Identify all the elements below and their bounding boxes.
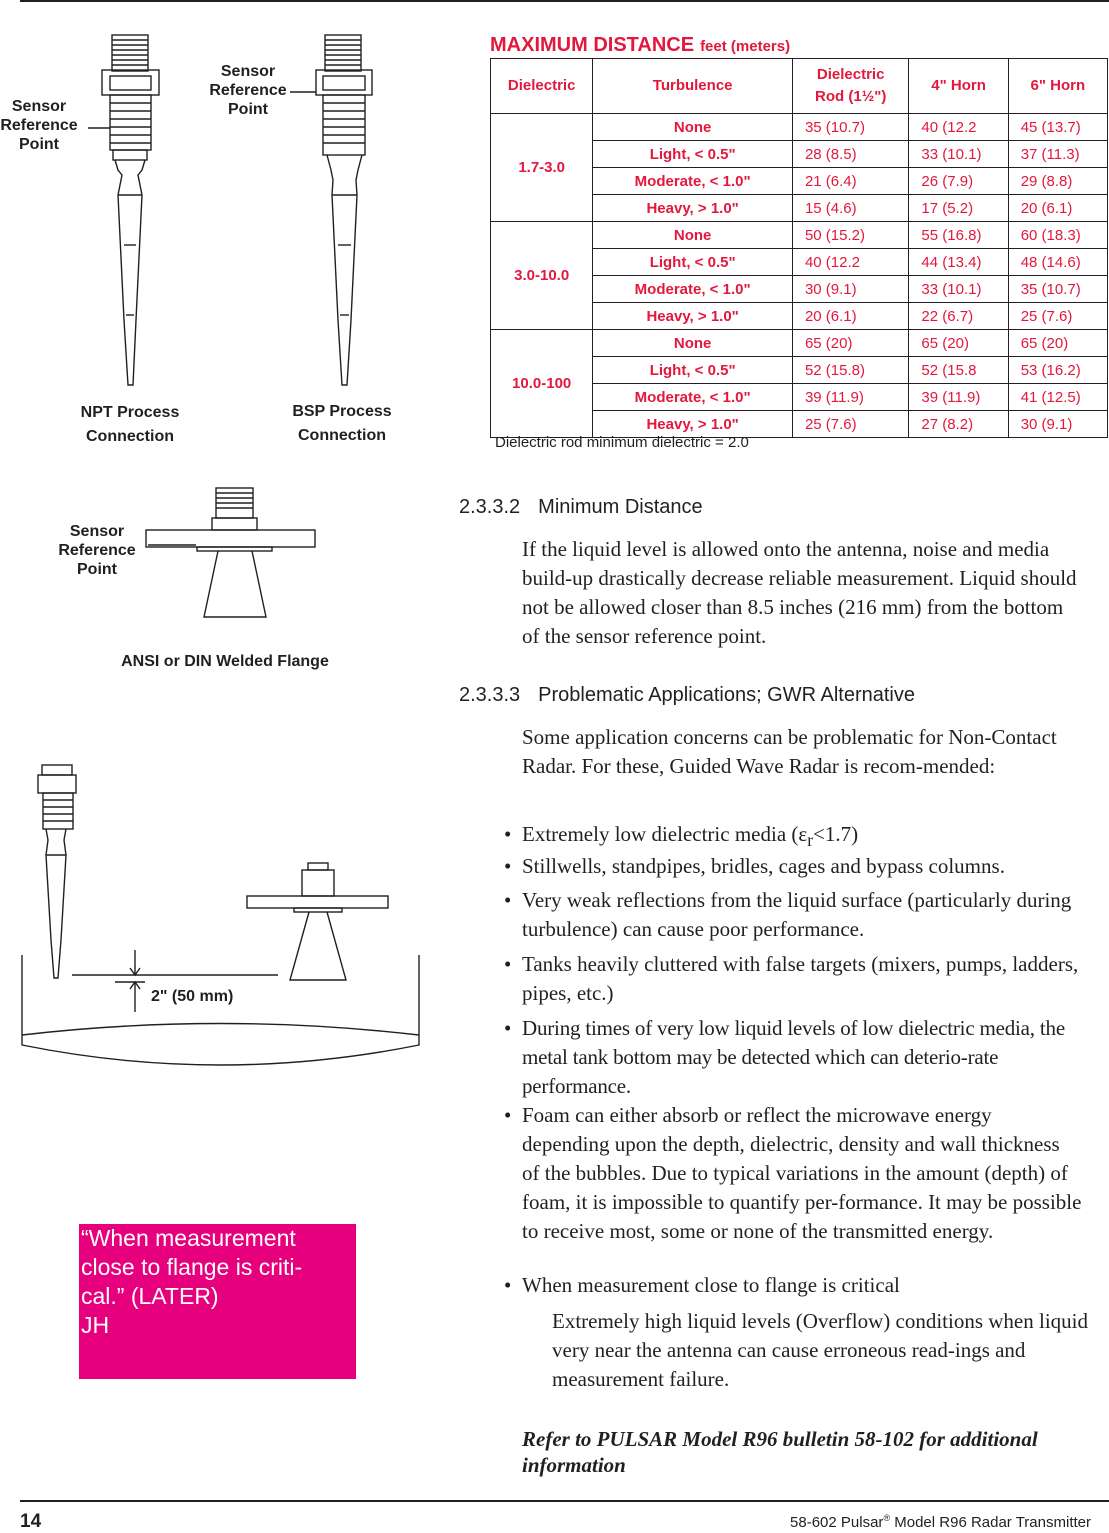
horn6-cell: 25 (7.6) [1008,303,1107,330]
section-heading-problematic [459,684,915,707]
horn4-cell: 17 (5.2) [909,195,1008,222]
bullet-dot: • [504,822,512,846]
sticky-line: cal.” (LATER) [81,1283,219,1309]
turbulence-cell: Moderate, < 1.0" [593,384,793,411]
bullet-text: Foam can either absorb or reflect the microwave energy depending upon the depth, dielectric, density and wall thickness of the bubbles. Due to typical variations in the amount (depth) of foam, it is impossible to quantify per-formance. It may be possible to receive most, some or none of the transmitted energy. [522,1103,1082,1243]
rod-cell: 40 (12.2 [792,249,908,276]
turbulence-cell: Light, < 0.5" [593,249,793,276]
tank-diagram [20,760,430,1080]
turbulence-cell: None [593,222,793,249]
section-number: 2.3.3.2 [459,496,521,518]
bullet-text: During times of very low liquid levels of low dielectric media, the metal tank bottom may be detected which can deterio-rate performance. [522,1016,1065,1098]
sensor-reference-label-flange [52,522,142,579]
col-header: Dielectric [491,59,593,114]
horn6-cell: 48 (14.6) [1008,249,1107,276]
horn6-cell: 45 (13.7) [1008,114,1107,141]
turbulence-cell: Heavy, > 1.0" [593,411,793,438]
problematic-intro: Some application concerns can be problematic for Non-Contact Radar. For these, Guided Wave Radar is recom-mended: [522,725,1057,778]
horn4-cell: 39 (11.9) [909,384,1008,411]
label-line: Reference [209,82,287,99]
horn4-cell: 55 (16.8) [909,222,1008,249]
label-line: Reference [0,117,78,134]
turbulence-cell: Heavy, > 1.0" [593,303,793,330]
rod-cell: 15 (4.6) [792,195,908,222]
rod-cell: 39 (11.9) [792,384,908,411]
dielectric-cell: 10.0-100 [491,330,593,438]
label-line: Reference [58,542,136,559]
minimum-distance-paragraph: If the liquid level is allowed onto the antenna, noise and media build-up drastically decrease reliable measurement. Liquid should not be allowed closer than 8.5 inches (216 mm) from the bottom of the sensor reference point. [522,537,1077,648]
horn4-cell: 40 (12.2 [909,114,1008,141]
sensor-reference-label-npt [0,97,78,154]
label-line: Point [228,101,268,118]
col-header: Dielectric Rod (1½") [792,59,908,114]
footer-title-text: Model R96 Radar Transmitter [890,1514,1091,1531]
turbulence-cell: None [593,330,793,357]
refer-note: Refer to PULSAR Model R96 bulletin 58-102 for additional information [522,1427,1038,1477]
horn4-cell: 65 (20) [909,330,1008,357]
sticky-line: “When measurement [81,1225,296,1251]
horn6-cell: 65 (20) [1008,330,1107,357]
col-header: 6" Horn [1008,59,1107,114]
bullet-item [504,1271,1082,1300]
bullet-dot: • [504,888,512,912]
tank-dimension-label: 2" (50 mm) [151,988,234,1005]
rod-cell: 21 (6.4) [792,168,908,195]
bullet-item [504,950,1082,1008]
sticky-line: close to flange is criti- [81,1254,303,1280]
turbulence-cell: Light, < 0.5" [593,141,793,168]
horn4-cell: 44 (13.4) [909,249,1008,276]
bullet-text: Stillwells, standpipes, bridles, cages and bypass columns. [522,854,1005,878]
sensor-reference-label-bsp [204,62,292,119]
label-line: Sensor [220,63,276,80]
section-title: Problematic Applications; GWR Alternative [538,684,915,706]
footer-title-text: 58-602 Pulsar [790,1514,884,1531]
table-row [491,114,1108,141]
horn4-cell: 27 (8.2) [909,411,1008,438]
horn4-cell: 22 (6.7) [909,303,1008,330]
table-header-row [491,59,1108,114]
bullet-dot: • [504,1103,512,1127]
overflow-paragraph: Extremely high liquid levels (Overflow) conditions when liquid very near the antenna can cause erroneous read-ings and measurement failure. [552,1309,1088,1391]
label-line: Point [77,561,117,578]
section-number: 2.3.3.3 [459,684,521,706]
bullet-dot: • [504,1273,512,1297]
horn4-cell: 33 (10.1) [909,276,1008,303]
horn6-cell: 30 (9.1) [1008,411,1107,438]
sticky-line: JH [81,1312,110,1338]
dielectric-cell: 3.0-10.0 [491,222,593,330]
bullet-dot: • [504,1016,512,1040]
footer-title [790,1513,1091,1531]
label-line: Sensor [69,523,125,540]
turbulence-cell: None [593,114,793,141]
bullet-item [504,1101,1082,1246]
rod-cell: 25 (7.6) [792,411,908,438]
turbulence-cell: Moderate, < 1.0" [593,276,793,303]
turbulence-cell: Moderate, < 1.0" [593,168,793,195]
flange-diagram [140,485,340,625]
table-title-text: MAXIMUM DISTANCE [490,34,695,56]
bullet-text: Extremely low dielectric media (ε [522,822,808,846]
flange-caption: ANSI or DIN Welded Flange [121,653,329,670]
rod-cell: 30 (9.1) [792,276,908,303]
bottom-rule [20,1500,1109,1502]
bullet-text: When measurement close to flange is critical [522,1273,900,1297]
rod-cell: 50 (15.2) [792,222,908,249]
bullet-dot: • [504,952,512,976]
turbulence-cell: Light, < 0.5" [593,357,793,384]
horn6-cell: 41 (12.5) [1008,384,1107,411]
bullet-text: Tanks heavily cluttered with false targets (mixers, pumps, ladders, pipes, etc.) [522,952,1079,1005]
dielectric-cell: 1.7-3.0 [491,114,593,222]
sticky-note [79,1224,356,1379]
horn4-cell: 26 (7.9) [909,168,1008,195]
col-header: Turbulence [593,59,793,114]
table-units: feet (meters) [700,38,791,55]
label-line: Sensor [11,98,67,115]
table-row [491,222,1108,249]
caption-line: NPT Process [80,404,180,421]
horn6-cell: 29 (8.8) [1008,168,1107,195]
col-header: 4" Horn [909,59,1008,114]
page-number: 14 [20,1511,42,1532]
table-footnote: Dielectric rod minimum dielectric = 2.0 [495,434,749,451]
horn4-cell: 33 (10.1) [909,141,1008,168]
bullet-subscript: r [807,830,814,851]
top-rule [20,0,1109,2]
table-row [491,330,1108,357]
registered-mark: ® [883,1513,891,1523]
horn4-cell: 52 (15.8 [909,357,1008,384]
bullet-text: <1.7) [813,822,859,846]
bullet-item [504,886,1082,944]
horn6-cell: 60 (18.3) [1008,222,1107,249]
bullet-text: Very weak reflections from the liquid surface (particularly during turbulence) can cause poor performance. [522,888,1072,941]
table-title [490,34,790,57]
rod-cell: 65 (20) [792,330,908,357]
caption-line: Connection [298,427,386,444]
horn6-cell: 37 (11.3) [1008,141,1107,168]
bullet-dot: • [504,854,512,878]
rod-cell: 35 (10.7) [792,114,908,141]
caption-line: BSP Process [292,403,392,420]
label-line: Point [19,136,59,153]
horn6-cell: 20 (6.1) [1008,195,1107,222]
bullet-item [504,1014,1107,1101]
rod-cell: 52 (15.8) [792,357,908,384]
max-distance-table [490,58,1108,438]
rod-cell: 20 (6.1) [792,303,908,330]
turbulence-cell: Heavy, > 1.0" [593,195,793,222]
npt-caption [60,401,200,449]
rod-cell: 28 (8.5) [792,141,908,168]
bullet-item [504,852,1082,881]
horn6-cell: 53 (16.2) [1008,357,1107,384]
section-heading-minimum-distance [459,496,703,519]
bsp-caption [272,400,412,448]
section-title: Minimum Distance [538,496,703,518]
caption-line: Connection [86,428,174,445]
bullet-item [504,820,1102,855]
horn6-cell: 35 (10.7) [1008,276,1107,303]
